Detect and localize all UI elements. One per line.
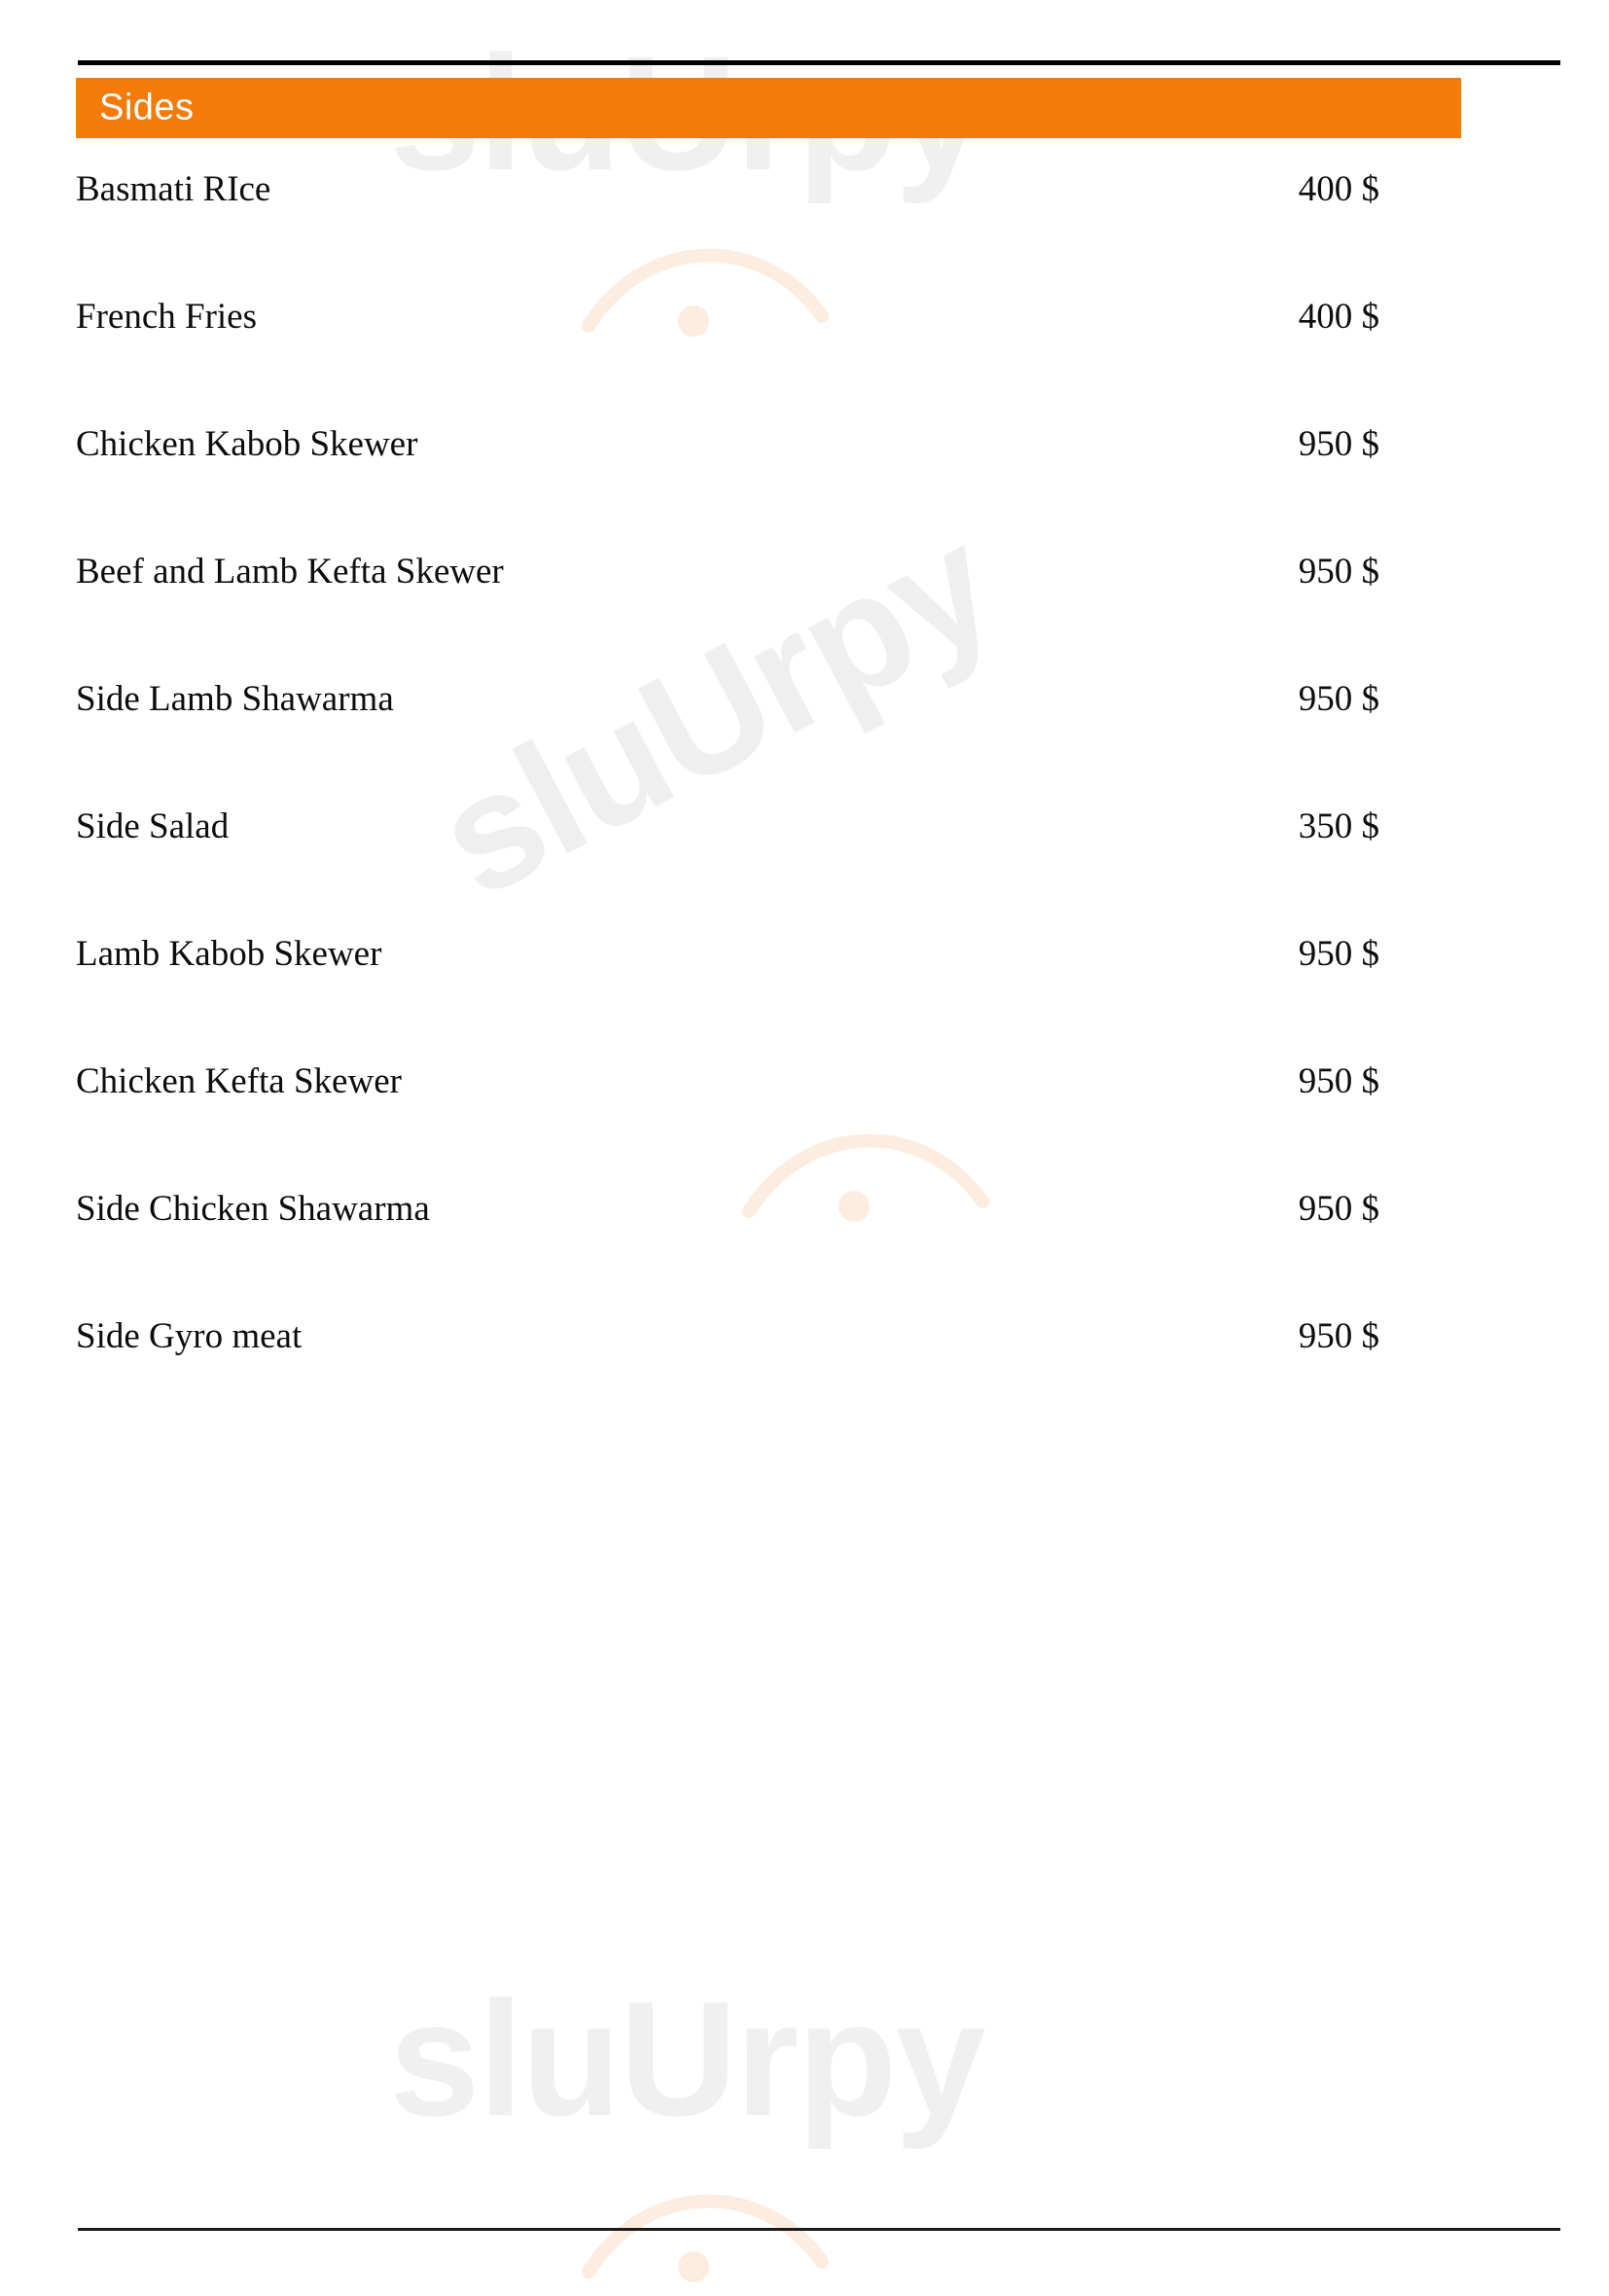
- section-title: Sides: [99, 87, 195, 128]
- menu-item-price: 950 $: [1298, 424, 1379, 464]
- bottom-divider: [78, 2228, 1560, 2231]
- top-divider: [78, 60, 1560, 65]
- menu-item-list: [76, 158, 1379, 1432]
- menu-item-name: Basmati RIce: [76, 169, 271, 209]
- menu-item-row: [76, 540, 1379, 667]
- menu-item-row: [76, 795, 1379, 922]
- watermark-swirl-bottom: [579, 2170, 832, 2296]
- menu-item-name: Side Chicken Shawarma: [76, 1189, 430, 1229]
- menu-item-row: [76, 413, 1379, 540]
- menu-item-row: [76, 1050, 1379, 1177]
- menu-item-name: Lamb Kabob Skewer: [76, 934, 382, 974]
- menu-item-row: [76, 922, 1379, 1050]
- menu-item-price: 950 $: [1298, 1189, 1379, 1229]
- menu-item-price: 950 $: [1298, 552, 1379, 592]
- menu-item-name: Side Salad: [76, 807, 230, 846]
- menu-item-row: [76, 285, 1379, 413]
- menu-item-price: 350 $: [1298, 807, 1379, 846]
- menu-item-name: Side Lamb Shawarma: [76, 679, 394, 719]
- menu-item-name: Side Gyro meat: [76, 1316, 303, 1356]
- menu-item-name: Beef and Lamb Kefta Skewer: [76, 552, 504, 592]
- menu-item-row: [76, 667, 1379, 795]
- menu-item-name: French Fries: [76, 297, 257, 337]
- watermark-logo-bottom: sluUrpy: [389, 1967, 984, 2150]
- section-header-sides: [76, 78, 1461, 138]
- watermark-logo-middle: sluUrpy: [409, 490, 1021, 932]
- menu-item-row: [76, 158, 1379, 285]
- menu-item-price: 950 $: [1298, 934, 1379, 974]
- menu-item-name: Chicken Kabob Skewer: [76, 424, 418, 464]
- menu-item-price: 950 $: [1298, 1061, 1379, 1101]
- menu-item-name: Chicken Kefta Skewer: [76, 1061, 402, 1101]
- menu-item-row: [76, 1305, 1379, 1432]
- menu-item-price: 400 $: [1298, 169, 1379, 209]
- menu-item-price: 950 $: [1298, 679, 1379, 719]
- menu-item-price: 950 $: [1298, 1316, 1379, 1356]
- menu-item-row: [76, 1177, 1379, 1305]
- menu-item-price: 400 $: [1298, 297, 1379, 337]
